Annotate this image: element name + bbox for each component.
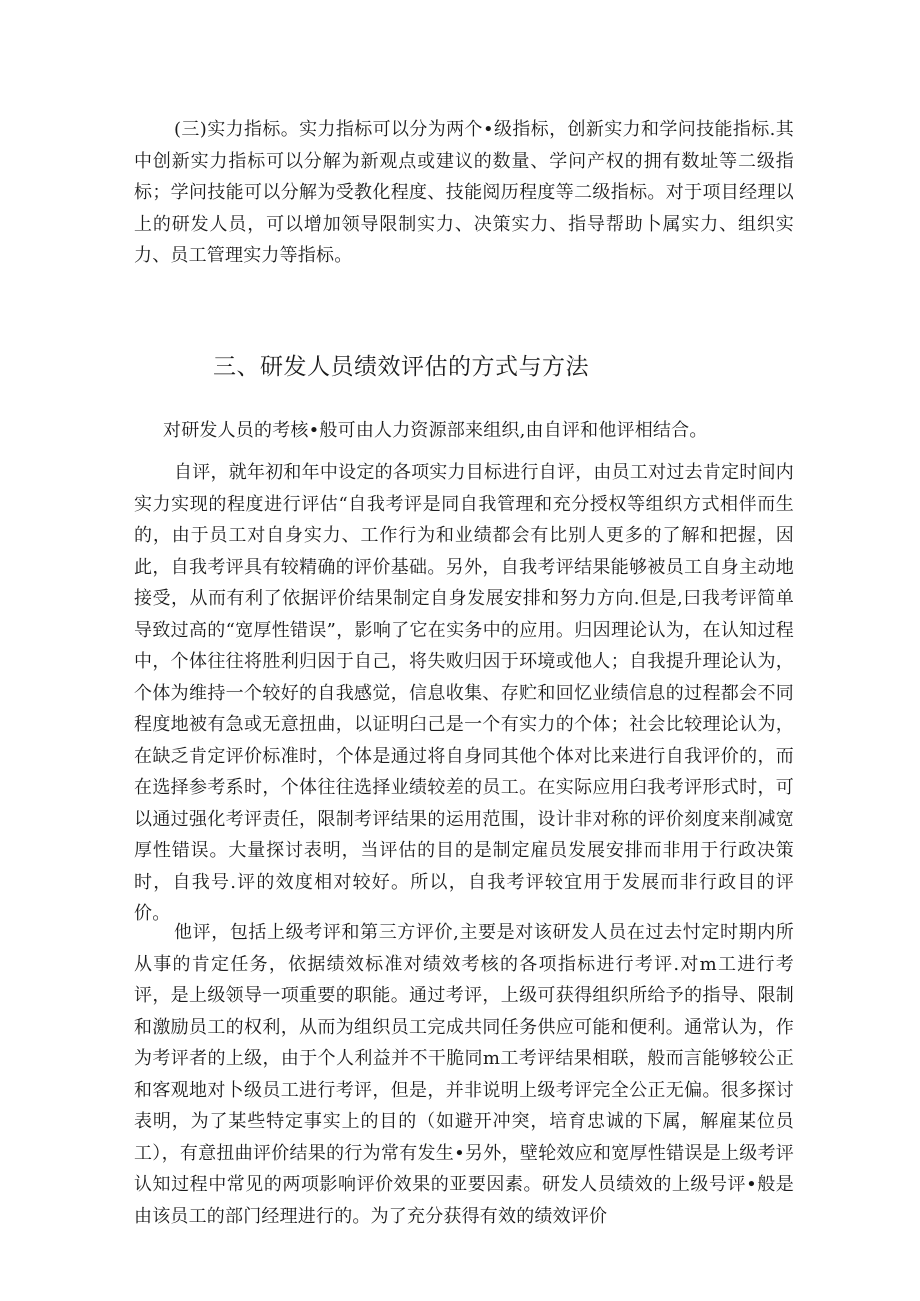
paragraph-other-evaluation: 他评，包括上级考评和第三方评价,主要是对该研发人员在过去忖定时期内所从事的肯定任务，依据绩效标准对绩效考核的各项指标进行考评.对m工进行考评，是上级领导一项重要的职能。通过考评，上级可获得组织所给予的指导、限制和激励员工的权利，从而为组织员工完成共同任务供应可能和便利。通常认为，作为考评者的上级，由于个人利益并不干脆同m工考评结果相联，般而言能够较公正和客观地对卜级员工进行考评，但是，并非说明上级考评完全公正无偏。很多探讨表明，为了某些特定事实上的目的（如避开冲突，培育忠诚的下属，解雇某位员工），有意扭曲评价结果的行为常有发生•另外，壁轮效应和宽厚性错误是上级考评认知过程中常见的两项影响评价效果的亚要因素。研发人员绩效的上级号评•般是由该员工的部门经理进行的。为了充分获得有效的绩效评价 <box>134 922 794 1227</box>
paragraph-self-evaluation: 自评，就年初和年中设定的各项实力目标进行自评，由员工对过去肯定时间内实力实现的程度进行评估“自我考评是同自我管理和充分授权等组织方式相伴而生的，由于员工对自身实力、工作行为和业绩都会有比别人更多的了解和把握，因此，自我考评具有较精确的评价基础。另外，自我考评结果能够被员工自身主动地接受，从而有利了依据评价结果制定自身发展安排和努力方向.但是,曰我考评简单导致过高的“宽厚性错误”，影响了它在实务中的应用。归因理论认为，在认知过程中，个体往往将胜利归因于自己，将失败归因于环境或他人；自我提升理论认为，个体为维持一个较好的自我感觉，信息收集、存贮和回忆业绩信息的过程都会不同程度地被有急或无意扭曲，以证明臼己是一个有实力的个体；社会比较理论认为，在缺乏肯定评价标准时，个体是通过将自身同其他个体对比来进行自我评价的，而在选择参考系时，个体往往选择业绩较差的员工。在实际应用臼我考评形式时，可以通过强化考评责任，限制考评结果的运用范围，设计非对称的评价刻度来削减宽厚性错误。大量探讨表明，当评估的目的是制定雇员发展安排而非用于行政决策时，自我号.评的效度相对较好。所以，自我考评较宜用于发展而非行政目的评价。 <box>134 462 794 924</box>
lead-sentence: 对研发人员的考核•般可由人力资源部来组织,由自评和他评相结合。 <box>163 420 708 441</box>
section-heading: 三、研发人员绩效评估的方式与方法 <box>213 354 589 380</box>
paragraph-strength-indicators: (三)实力指标。实力指标可以分为两个•级指标，创新实力和学问技能指标.其中创新实力指标可以分解为新观点或建议的数量、学问产权的拥有数址等二级指标；学问技能可以分解为受教化程度、技能阅历程度等二级指标。对于项目经理以上的研发人员，可以增加领导限制实力、决策实力、指导帮助卜属实力、组织实力、员工管理实力等指标。 <box>134 119 794 266</box>
